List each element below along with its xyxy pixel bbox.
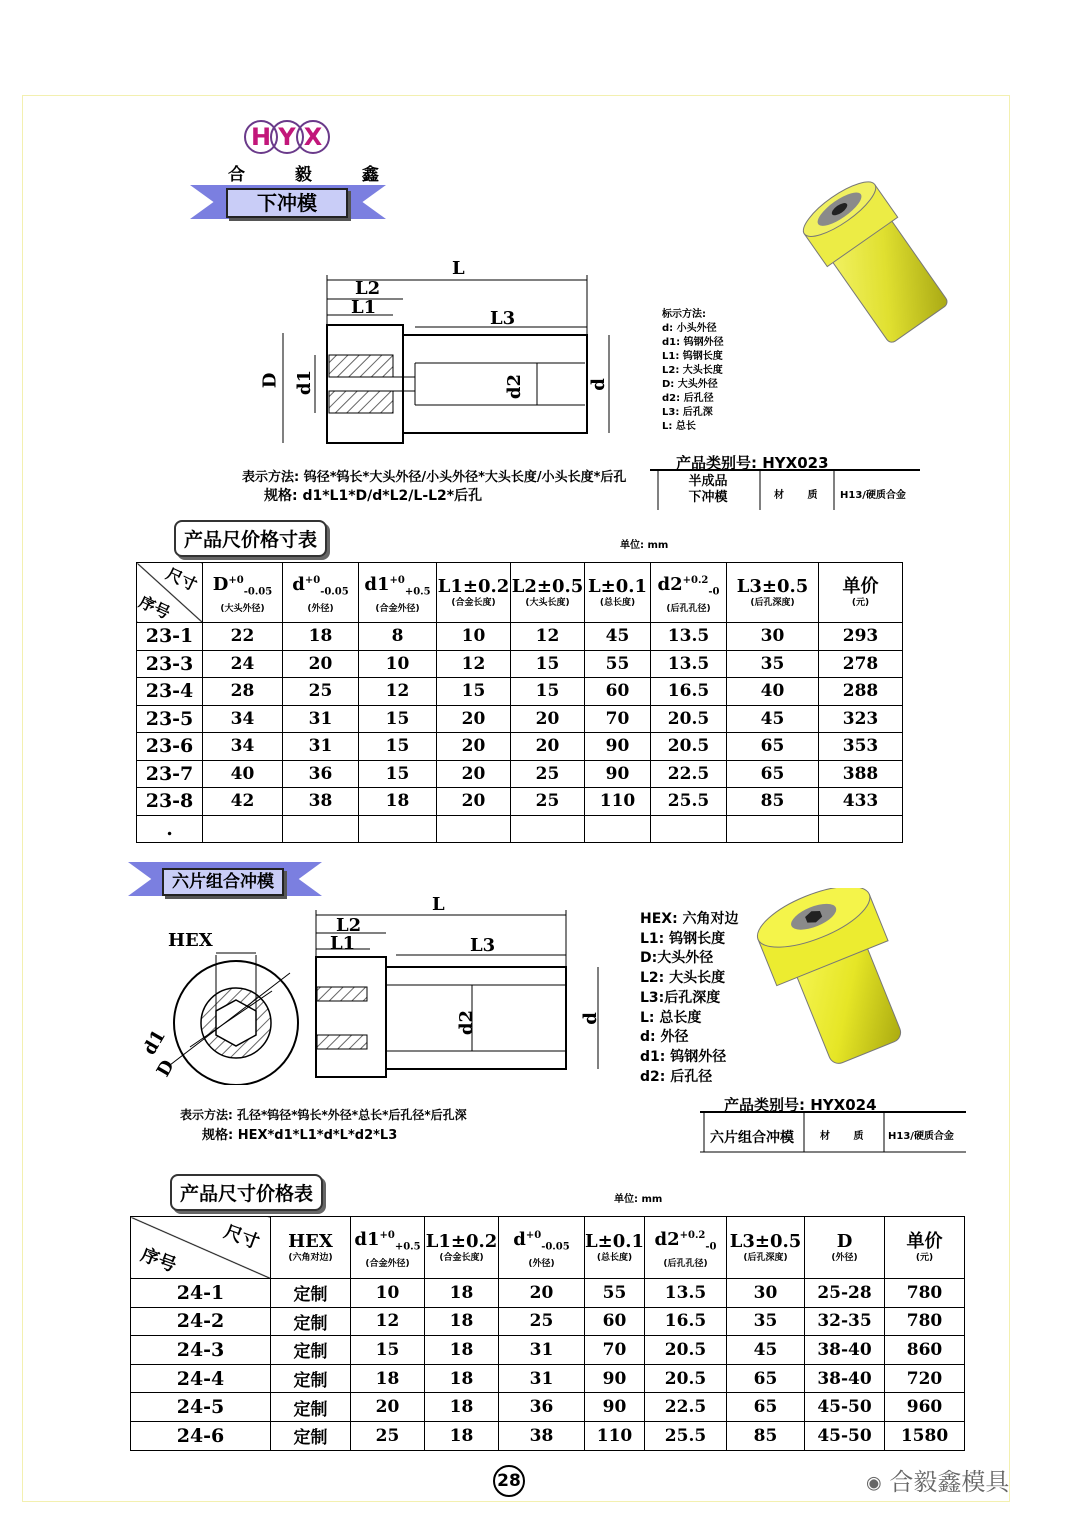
table-cell: 65 [727,1393,805,1422]
table-cell: 45 [585,623,651,651]
table-cell: 15 [359,760,437,788]
table-cell: 20.5 [645,1364,727,1393]
s1-dim-D: D [259,372,281,389]
legend-item: L1: 钨钢长度 [662,351,723,362]
table-cell: 20 [351,1393,425,1422]
legend-item: d1: 钨钢外径 [662,337,724,348]
header-cell: D (外径) [805,1217,885,1279]
section2-spec: 规格: HEX*d1*L1*d*L*d2*L3 [202,1128,398,1143]
table-cell: 20.5 [645,1336,727,1365]
table-cell: 22.5 [651,760,727,788]
table-row [131,1336,965,1365]
table-cell: 110 [585,788,651,816]
table-cell: 25 [499,1307,585,1336]
table-row [131,1279,965,1308]
watermark [866,1462,1009,1497]
brand-name: 合 毅 鑫 [228,165,401,185]
table-cell: 18 [283,623,359,651]
table-cell: 10 [359,650,437,678]
table-cell: 15 [359,733,437,761]
table-cell: 31 [283,733,359,761]
s1-dim-L2: L2 [355,278,381,299]
row-id-cell: 23-1 [137,623,203,651]
s2-dim-d2: d2 [456,1009,478,1036]
table-cell: 25 [511,788,585,816]
header-cell: L1±0.2 (合金长度) [437,563,511,623]
corner-bottom-label: 序号 [137,1244,179,1277]
section2-legend [640,910,739,1087]
table-row [137,733,903,761]
section2-material-label: 材 质 [820,1131,874,1142]
section1-table-title: 产品尺价格寸表 [174,520,327,557]
legend-item: d1: 钨钢外径 [640,1048,727,1065]
row-id-cell: 23-3 [137,650,203,678]
table-cell: 18 [425,1307,499,1336]
s2-dim-L2: L2 [336,915,362,936]
table-cell: 定制 [271,1364,351,1393]
table-cell: 15 [351,1336,425,1365]
legend-item: L3:后孔深度 [640,989,721,1006]
section1-material: H13/硬质合金 [840,490,906,501]
row-id-cell: 23-5 [137,705,203,733]
table-cell: 960 [885,1393,965,1422]
table-cell: 20 [437,705,511,733]
header-cell: $d1^{+0}_{+0.5}$ (合金外径) [351,1217,425,1279]
table-cell: 24 [203,650,283,678]
s2-dim-L: L [432,894,445,915]
s2-dim-HEX: HEX [168,930,213,951]
table-cell: 定制 [271,1279,351,1308]
s2-dim-d: d [579,1012,601,1025]
table-cell: 18 [425,1393,499,1422]
table-cell: 8 [359,623,437,651]
table-cell: 30 [727,1279,805,1308]
header-corner [137,563,203,623]
table-cell [585,815,651,843]
header-cell: $d^{+0}_{-0.05}$ (外径) [499,1217,585,1279]
header-cell: L1±0.2 (合金长度) [425,1217,499,1279]
table-cell [819,815,903,843]
table-cell: 45 [727,1336,805,1365]
row-id-cell: 24-3 [131,1336,271,1365]
section1-punch-drawing [255,255,615,445]
section2-unit: 单位: mm [614,1194,663,1205]
table-cell: 25 [351,1421,425,1450]
section1-unit: 单位: mm [620,540,669,551]
table-cell: 90 [585,1364,645,1393]
table-row [137,815,903,843]
table-cell: 110 [585,1421,645,1450]
corner-top-label: 尺寸 [163,564,201,595]
table-cell: 38 [499,1421,585,1450]
header-corner [131,1217,271,1279]
section2-product-image [748,888,918,1068]
row-id-cell: 24-5 [131,1393,271,1422]
table-cell: 42 [203,788,283,816]
s2-dim-D: D [152,1056,179,1081]
table-cell: 55 [585,1279,645,1308]
table-cell: 13.5 [651,623,727,651]
table-row [137,623,903,651]
table-cell [437,815,511,843]
table-cell: 20 [437,760,511,788]
legend-item: D: 大头外径 [662,379,718,390]
table-row [137,678,903,706]
table-cell: 10 [437,623,511,651]
table-cell: 45 [727,705,819,733]
section2-category: 产品类别号: HYX024 [724,1096,877,1114]
table-cell: 60 [585,678,651,706]
s1-dim-d1: d1 [294,369,316,396]
table-row [137,760,903,788]
table-cell: 32-35 [805,1307,885,1336]
table-cell: 16.5 [645,1307,727,1336]
s1-dim-L: L [452,258,465,279]
table-cell: 18 [425,1336,499,1365]
table-cell: 34 [203,733,283,761]
section2-material: H13/硬质合金 [888,1131,954,1142]
table-cell: 12 [511,623,585,651]
header-cell: 单价 (元) [885,1217,965,1279]
section1-method: 表示方法: 钨径*钨长*大头外径/小头外径*大头长度/小头长度*后孔 [242,470,627,485]
table-cell: 720 [885,1364,965,1393]
table-cell: 18 [425,1364,499,1393]
table-cell: 323 [819,705,903,733]
table-header-row [137,563,903,623]
legend-item: L: 总长 [662,421,696,432]
table-cell: 20 [283,650,359,678]
table-cell: 45-50 [805,1421,885,1450]
table-cell: 20.5 [651,733,727,761]
table-cell: 12 [437,650,511,678]
section1-banner-title: 下冲模 [226,188,348,218]
section1-spec: 规格: d1*L1*D/d*L2/L-L2*后孔 [264,488,483,504]
table-cell: 35 [727,650,819,678]
legend-item: L2: 大头长度 [662,365,723,376]
table-cell: 38-40 [805,1336,885,1365]
corner-bottom-label: 序号 [136,592,174,623]
header-cell: $d2^{+0.2}_{-0}$ (后孔孔径) [645,1217,727,1279]
s1-dim-d2: d2 [504,373,526,400]
table-cell: 288 [819,678,903,706]
table-cell: 16.5 [651,678,727,706]
header-cell: HEX (六角对边) [271,1217,351,1279]
legend-item: HEX: 六角对边 [640,911,739,927]
watermark-text: 合毅鑫模具 [889,1468,1010,1496]
section2-price-table [130,1216,965,1451]
table-cell [511,815,585,843]
section1-product-image [796,178,956,348]
s2-dim-L1: L1 [330,933,356,954]
legend-item: d2: 后孔径 [640,1068,713,1085]
table-cell: 45-50 [805,1393,885,1422]
header-cell: $D^{+0}_{-0.05}$ (大头外径) [203,563,283,623]
legend-item: d: 小头外径 [662,323,717,334]
table-cell: 780 [885,1279,965,1308]
header-cell: $d^{+0}_{-0.05}$ (外径) [283,563,359,623]
table-cell: 25 [283,678,359,706]
table-header-row [131,1217,965,1279]
s2-dim-L3: L3 [470,935,496,956]
table-cell: 31 [499,1336,585,1365]
table-cell: 90 [585,733,651,761]
table-cell: 15 [511,650,585,678]
s1-dim-d: d [587,378,609,391]
page-number: 28 [493,1465,525,1497]
table-row [131,1393,965,1422]
table-cell: 20 [499,1279,585,1308]
section1-product-type: 半成品 下冲模 [688,474,728,505]
table-cell: 定制 [271,1421,351,1450]
s1-dim-L1: L1 [351,297,377,318]
header-cell: $d2^{+0.2}_{-0}$ (后孔孔径) [651,563,727,623]
table-cell [203,815,283,843]
row-id-cell: 23-4 [137,678,203,706]
corner-top-label: 尺寸 [220,1221,262,1254]
legend-item: L1: 钨钢长度 [640,930,726,947]
table-cell: 30 [727,623,819,651]
table-cell: 70 [585,1336,645,1365]
header-cell: L3±0.5 (后孔深度) [727,1217,805,1279]
table-cell: 85 [727,788,819,816]
header-cell: L±0.1 (总长度) [585,1217,645,1279]
header-cell: L±0.1 (总长度) [585,563,651,623]
table-cell: 65 [727,733,819,761]
table-cell: 35 [727,1307,805,1336]
legend-item: L: 总长度 [640,1009,702,1026]
table-cell: 22 [203,623,283,651]
table-cell: 12 [351,1307,425,1336]
legend-item: L3: 后孔深 [662,407,713,418]
table-cell: 定制 [271,1336,351,1365]
table-cell: 31 [283,705,359,733]
table-cell: 31 [499,1364,585,1393]
table-row [131,1307,965,1336]
table-cell: 定制 [271,1307,351,1336]
table-cell: 15 [359,705,437,733]
table-cell [727,815,819,843]
table-cell: 20 [511,733,585,761]
logo-letter-h: H [244,120,278,154]
row-id-cell: . [137,815,203,843]
table-cell: 860 [885,1336,965,1365]
section1-material-label: 材 质 [774,490,828,501]
section1-price-table [136,562,903,843]
table-cell: 38 [283,788,359,816]
s1-dim-L3: L3 [490,308,516,329]
header-cell: 单价 (元) [819,563,903,623]
legend-item: D:大头外径 [640,950,714,967]
header-cell: $d1^{+0}_{+0.5}$ (合金外径) [359,563,437,623]
table-cell: 22.5 [645,1393,727,1422]
table-cell: 90 [585,1393,645,1422]
table-cell: 13.5 [645,1279,727,1308]
table-cell: 18 [425,1279,499,1308]
section2-table-title: 产品尺寸价格表 [170,1174,323,1211]
table-cell: 18 [425,1421,499,1450]
header-cell: L3±0.5 (后孔深度) [727,563,819,623]
table-row [137,650,903,678]
table-cell: 38-40 [805,1364,885,1393]
row-id-cell: 24-1 [131,1279,271,1308]
table-cell: 40 [727,678,819,706]
table-cell: 40 [203,760,283,788]
table-cell: 353 [819,733,903,761]
table-cell: 34 [203,705,283,733]
table-cell: 18 [359,788,437,816]
logo-letter-x: X [296,120,330,154]
table-cell: 20.5 [651,705,727,733]
table-cell: 20 [437,733,511,761]
table-cell: 278 [819,650,903,678]
table-cell: 55 [585,650,651,678]
table-cell: 65 [727,1364,805,1393]
table-cell: 25-28 [805,1279,885,1308]
wechat-icon: ◉ [866,1472,882,1494]
table-row [137,705,903,733]
row-id-cell: 24-4 [131,1364,271,1393]
table-cell: 433 [819,788,903,816]
table-cell: 定制 [271,1393,351,1422]
section2-method: 表示方法: 孔径*钨径*钨长*外径*总长*后孔径*后孔深 [180,1108,467,1122]
header-cell: L2±0.5 (大头长度) [511,563,585,623]
table-cell: 70 [585,705,651,733]
table-cell [651,815,727,843]
row-id-cell: 24-2 [131,1307,271,1336]
table-row [131,1421,965,1450]
section2-product-type: 六片组合冲模 [710,1130,794,1146]
table-cell: 388 [819,760,903,788]
table-cell: 25.5 [651,788,727,816]
table-cell: 90 [585,760,651,788]
table-cell: 65 [727,760,819,788]
table-cell: 20 [511,705,585,733]
table-cell: 1580 [885,1421,965,1450]
section1-legend [662,308,724,434]
legend-title: 标示方法: [662,309,706,320]
table-cell: 25.5 [645,1421,727,1450]
table-cell: 60 [585,1307,645,1336]
table-cell: 12 [359,678,437,706]
table-cell [359,815,437,843]
row-id-cell: 23-8 [137,788,203,816]
table-cell: 293 [819,623,903,651]
table-cell: 10 [351,1279,425,1308]
table-row [131,1364,965,1393]
s2-dim-d1: d1 [139,1026,170,1059]
table-cell: 36 [283,760,359,788]
logo-letter-y: Y [270,120,304,154]
legend-item: L2: 大头长度 [640,970,726,987]
table-cell: 780 [885,1307,965,1336]
table-cell: 15 [511,678,585,706]
legend-item: d: 外径 [640,1029,689,1046]
table-cell: 13.5 [651,650,727,678]
section2-banner-title: 六片组合冲模 [162,868,284,896]
table-cell: 18 [351,1364,425,1393]
row-id-cell: 23-6 [137,733,203,761]
row-id-cell: 23-7 [137,760,203,788]
section1-category: 产品类别号: HYX023 [676,454,829,472]
table-row [137,788,903,816]
table-cell: 28 [203,678,283,706]
table-cell: 15 [437,678,511,706]
table-cell [283,815,359,843]
row-id-cell: 24-6 [131,1421,271,1450]
table-cell: 20 [437,788,511,816]
table-cell: 36 [499,1393,585,1422]
table-cell: 85 [727,1421,805,1450]
table-cell: 25 [511,760,585,788]
legend-item: d2: 后孔径 [662,393,714,404]
